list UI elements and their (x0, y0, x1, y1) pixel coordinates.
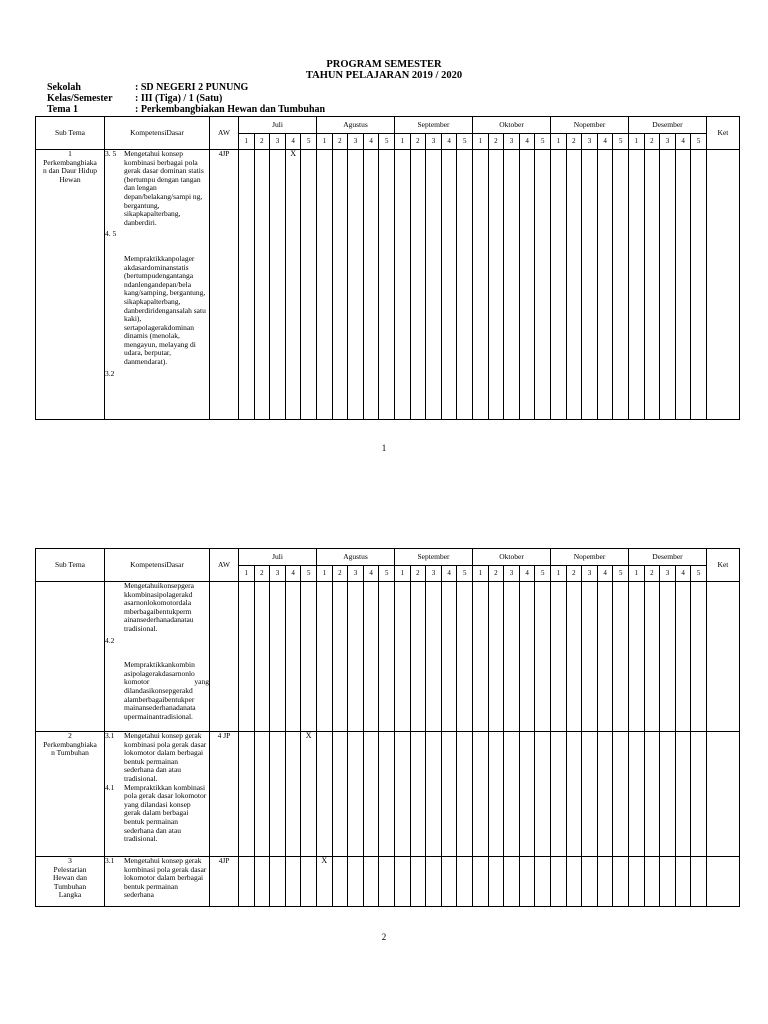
header-week-number: 3 (348, 566, 364, 582)
week-cell (395, 582, 411, 732)
week-cell (457, 732, 473, 857)
kompetensi-number (105, 255, 124, 367)
week-cell (597, 582, 613, 732)
kompetensi-item (105, 230, 209, 239)
semester-table-page-2 (35, 548, 740, 907)
header-week-number: 2 (254, 134, 270, 150)
kompetensi-text: Mengetahui konsep kombinasi berbagai pola gerak dasar dominan statis (bertumpu dengan tangan dan lengan depan/belakang/sampi ng, bergantung, sikapkapalterbang, danberdiri. (124, 149, 204, 227)
week-cell (597, 150, 613, 420)
sub-tema-cell: 2 Perkembangbiaka n Tumbuhan (36, 732, 105, 857)
week-cell (270, 732, 286, 857)
header-week-number: 5 (457, 566, 473, 582)
header-week-number: 4 (675, 566, 691, 582)
info-tema (47, 104, 325, 115)
header-aw: AW (210, 549, 239, 582)
header-week-number: 5 (301, 134, 317, 150)
aw-cell: 4JP (210, 857, 239, 907)
kompetensi-number (105, 661, 124, 721)
header-week-number: 5 (691, 566, 707, 582)
header-week-number: 4 (597, 566, 613, 582)
week-cell (457, 150, 473, 420)
week-cell (348, 857, 364, 907)
header-week-number: 1 (317, 134, 333, 150)
kompetensi-text: Mengetahui konsep gerak kombinasi pola gerak dasar lokomotor dalam berbagai bentuk permainan sederhana dan atau tradisional. (124, 731, 207, 783)
header-month: Nopember (551, 549, 629, 566)
kompetensi-text: Mengetahui konsep gerak kombinasi pola gerak dasar lokomotor dalam berbagai bentuk permainan sederhana (124, 856, 207, 900)
week-cell (691, 582, 707, 732)
kompetensi-text: Mempraktikkan kombinasi pola gerak dasar lokomotor yang dilandasi konsep gerak dalam berbagai bentuk permainan sederhana dan atau tradisional. (124, 782, 207, 844)
header-week-number: 5 (691, 134, 707, 150)
table-row (36, 857, 740, 907)
kompetensi-dasar-cell (105, 732, 210, 857)
week-cell (363, 582, 379, 732)
week-cell (254, 582, 270, 732)
week-cell (457, 857, 473, 907)
header-week-number: 1 (473, 134, 489, 150)
header-week-number: 2 (332, 134, 348, 150)
week-cell (519, 582, 535, 732)
header-week-number: 4 (519, 134, 535, 150)
week-cell (551, 732, 567, 857)
header-month: Agustus (317, 549, 395, 566)
week-cell (519, 732, 535, 857)
week-cell (535, 150, 551, 420)
week-cell (285, 582, 301, 732)
info-value: : SD NEGERI 2 PUNUNG (135, 82, 249, 93)
week-cell (254, 857, 270, 907)
header-week-number: 4 (363, 134, 379, 150)
week-cell (270, 582, 286, 732)
ket-cell (706, 582, 739, 732)
kompetensi-number: 3.1 (105, 856, 115, 865)
info-label: Tema 1 (47, 104, 79, 115)
header-week-number: 4 (441, 566, 457, 582)
header-week-number: 5 (379, 566, 395, 582)
header-month: Oktober (473, 549, 551, 566)
kompetensi-text (124, 370, 209, 379)
kompetensi-text: Mengetahuikonsepgera kkombinasipolagerakd asarnonlokomotordala mberbagaibentukperm ainansederhanadanatau tradisional. (124, 581, 194, 633)
info-kelas (47, 93, 222, 104)
header-week-number: 4 (675, 134, 691, 150)
week-cell (441, 732, 457, 857)
week-cell (239, 732, 255, 857)
week-cell (426, 150, 442, 420)
week-cell (597, 732, 613, 857)
week-cell (691, 732, 707, 857)
week-cell (317, 150, 333, 420)
kompetensi-item (105, 732, 209, 784)
week-cell (488, 732, 504, 857)
header-week-number: 5 (613, 566, 629, 582)
week-cell (239, 857, 255, 907)
header-sub-tema: Sub Tema (36, 549, 105, 582)
header-week-number: 3 (582, 566, 598, 582)
kompetensi-item (105, 661, 209, 721)
header-month: Agustus (317, 117, 395, 134)
week-cell (441, 150, 457, 420)
kompetensi-number (105, 582, 124, 634)
week-cell (504, 582, 520, 732)
header-week-number: 1 (239, 566, 255, 582)
kompetensi-number: 3. 5 (105, 149, 117, 158)
week-cell (332, 582, 348, 732)
header-week-number: 1 (551, 134, 567, 150)
header-week-number: 1 (473, 566, 489, 582)
week-cell (660, 857, 676, 907)
week-cell (566, 150, 582, 420)
header-week-number: 4 (441, 134, 457, 150)
info-value: : Perkembangbiakan Hewan dan Tumbuhan (135, 104, 326, 115)
header-week-number: 2 (410, 566, 426, 582)
week-cell (519, 857, 535, 907)
header-week-number: 2 (488, 566, 504, 582)
week-cell (363, 857, 379, 907)
week-cell (613, 150, 629, 420)
week-cell (582, 582, 598, 732)
header-week-number: 4 (597, 134, 613, 150)
week-cell (426, 857, 442, 907)
kompetensi-item (105, 857, 209, 900)
week-cell (379, 857, 395, 907)
week-cell (488, 582, 504, 732)
header-month: Nopember (551, 117, 629, 134)
table-row (36, 150, 740, 420)
header-week-number: 1 (317, 566, 333, 582)
ket-cell (706, 857, 739, 907)
kompetensi-number: 4.1 (105, 782, 115, 792)
header-week-number: 4 (285, 566, 301, 582)
week-cell (348, 582, 364, 732)
header-week-number: 3 (426, 566, 442, 582)
kompetensi-item (105, 255, 209, 367)
header-kompetensi-dasar: KompetensiDasar (105, 549, 210, 582)
week-cell (285, 732, 301, 857)
header-week-number: 2 (644, 134, 660, 150)
week-cell (488, 857, 504, 907)
week-cell (644, 150, 660, 420)
week-cell (660, 732, 676, 857)
header-week-number: 1 (395, 566, 411, 582)
week-cell (332, 150, 348, 420)
week-cell (566, 582, 582, 732)
info-sekolah (47, 82, 248, 93)
header-week-number: 2 (644, 566, 660, 582)
week-cell (535, 857, 551, 907)
header-month: Juli (239, 117, 317, 134)
week-cell (566, 857, 582, 907)
week-cell (551, 857, 567, 907)
kompetensi-item (105, 582, 209, 634)
week-cell (441, 857, 457, 907)
week-cell (473, 857, 489, 907)
week-cell (301, 150, 317, 420)
week-cell (582, 150, 598, 420)
week-cell (395, 732, 411, 857)
kompetensi-number: 3.1 (105, 731, 115, 740)
week-cell (519, 150, 535, 420)
week-cell (410, 582, 426, 732)
kompetensi-text: Mempraktikkankombin asipolagerakdasarnonlo komotor yang dilandasikonsepgerakd alamberbagaibentukper mainansederhanadanata upermainantradisional. (124, 660, 209, 721)
week-cell (629, 857, 645, 907)
info-value: : III (Tiga) / 1 (Satu) (135, 93, 223, 104)
week-cell (551, 150, 567, 420)
header-week-number: 3 (348, 134, 364, 150)
page-number: 1 (381, 443, 387, 453)
header-month: Desember (629, 549, 707, 566)
week-cell (675, 582, 691, 732)
week-cell (239, 582, 255, 732)
week-cell (473, 150, 489, 420)
aw-cell: 4 JP (210, 732, 239, 857)
header-week-number: 5 (535, 566, 551, 582)
kompetensi-item (105, 637, 209, 646)
week-cell (441, 582, 457, 732)
week-cell (348, 150, 364, 420)
ket-cell (706, 732, 739, 857)
header-week-number: 5 (535, 134, 551, 150)
week-cell (504, 857, 520, 907)
week-cell (426, 582, 442, 732)
header-sub-tema: Sub Tema (36, 117, 105, 150)
week-cell (675, 732, 691, 857)
header-week-number: 2 (566, 134, 582, 150)
week-cell (675, 150, 691, 420)
week-cell (457, 582, 473, 732)
ket-cell (706, 150, 739, 420)
sub-tema-cell: 3 Pelestarian Hewan dan Tumbuhan Langka (36, 857, 105, 907)
week-cell (504, 150, 520, 420)
kompetensi-dasar-cell (105, 857, 210, 907)
week-cell (613, 857, 629, 907)
header-week-number: 3 (504, 566, 520, 582)
header-week-number: 1 (239, 134, 255, 150)
header-week-number: 5 (457, 134, 473, 150)
week-cell (535, 582, 551, 732)
header-week-number: 2 (410, 134, 426, 150)
week-cell (239, 150, 255, 420)
week-cell (660, 150, 676, 420)
header-week-number: 4 (363, 566, 379, 582)
week-cell (566, 732, 582, 857)
week-cell (629, 732, 645, 857)
header-month: Oktober (473, 117, 551, 134)
header-week-number: 4 (519, 566, 535, 582)
header-ket: Ket (706, 549, 739, 582)
header-week-number: 3 (504, 134, 520, 150)
week-cell (691, 857, 707, 907)
week-cell (379, 732, 395, 857)
table-row (36, 582, 740, 732)
kompetensi-number: 3.2 (105, 368, 115, 378)
week-cell (410, 857, 426, 907)
header-week-number: 1 (551, 566, 567, 582)
week-cell (301, 582, 317, 732)
header-week-number: 3 (270, 134, 286, 150)
week-cell (644, 732, 660, 857)
week-cell (473, 732, 489, 857)
info-label: Sekolah (47, 82, 81, 93)
week-cell (629, 150, 645, 420)
week-mark: X (285, 150, 301, 420)
aw-cell: 4JP (210, 150, 239, 420)
week-cell (629, 582, 645, 732)
kompetensi-item (105, 150, 209, 227)
info-label: Kelas/Semester (47, 93, 113, 104)
week-cell (270, 857, 286, 907)
week-cell (613, 582, 629, 732)
week-cell (473, 582, 489, 732)
table-row (36, 732, 740, 857)
week-cell (644, 582, 660, 732)
kompetensi-text: Mempraktikkanpolager akdasardominanstatis (bertumpudengantanga ndanlengandepan/bela kang/samping, bergantung, sikapkapalterbang, danberdiridengansalah satu kaki), sertapolagerakdominan dinamis (menolak, mengayun, melayang di udara, berputar, danmendarat). (124, 253, 206, 367)
header-week-number: 3 (270, 566, 286, 582)
header-week-number: 3 (660, 566, 676, 582)
kompetensi-dasar-cell (105, 150, 210, 420)
kompetensi-item (105, 784, 209, 844)
doc-subtitle: TAHUN PELAJARAN 2019 / 2020 (305, 70, 463, 81)
header-month: Juli (239, 549, 317, 566)
header-week-number: 2 (254, 566, 270, 582)
week-cell (410, 732, 426, 857)
kompetensi-text (124, 230, 209, 239)
page-number: 2 (381, 932, 387, 942)
header-ket: Ket (706, 117, 739, 150)
week-cell (270, 150, 286, 420)
week-cell (535, 732, 551, 857)
week-cell (395, 150, 411, 420)
header-week-number: 4 (285, 134, 301, 150)
week-cell (332, 857, 348, 907)
week-cell (644, 857, 660, 907)
week-cell (332, 732, 348, 857)
header-week-number: 2 (566, 566, 582, 582)
header-week-number: 5 (301, 566, 317, 582)
header-week-number: 1 (629, 566, 645, 582)
header-aw: AW (210, 117, 239, 150)
week-cell (379, 150, 395, 420)
week-cell (285, 857, 301, 907)
kompetensi-item (105, 370, 209, 379)
week-cell (301, 857, 317, 907)
week-cell (613, 732, 629, 857)
header-week-number: 2 (488, 134, 504, 150)
week-cell (395, 857, 411, 907)
doc-title: PROGRAM SEMESTER (326, 59, 442, 70)
week-cell (504, 732, 520, 857)
week-cell (597, 857, 613, 907)
sub-tema-cell (36, 582, 105, 732)
header-week-number: 1 (395, 134, 411, 150)
header-week-number: 3 (660, 134, 676, 150)
header-week-number: 2 (332, 566, 348, 582)
header-week-number: 5 (379, 134, 395, 150)
week-mark: X (301, 732, 317, 857)
week-cell (410, 150, 426, 420)
header-week-number: 1 (629, 134, 645, 150)
week-cell (582, 732, 598, 857)
week-mark: X (317, 857, 333, 907)
kompetensi-text (124, 637, 209, 646)
week-cell (363, 732, 379, 857)
week-cell (317, 582, 333, 732)
header-week-number: 3 (426, 134, 442, 150)
header-kompetensi-dasar: KompetensiDasar (105, 117, 210, 150)
header-week-number: 3 (582, 134, 598, 150)
week-cell (488, 150, 504, 420)
header-month: Desember (629, 117, 707, 134)
week-cell (691, 150, 707, 420)
week-cell (551, 582, 567, 732)
week-cell (379, 582, 395, 732)
header-month: September (395, 117, 473, 134)
aw-cell (210, 582, 239, 732)
kompetensi-dasar-cell (105, 582, 210, 732)
week-cell (317, 732, 333, 857)
week-cell (254, 150, 270, 420)
sub-tema-cell: 1 Perkembangbiaka n dan Daur Hidup Hewan (36, 150, 105, 420)
header-month: September (395, 549, 473, 566)
week-cell (363, 150, 379, 420)
week-cell (660, 582, 676, 732)
kompetensi-number: 4. 5 (105, 229, 117, 239)
semester-table-page-1 (35, 116, 740, 420)
week-cell (582, 857, 598, 907)
week-cell (426, 732, 442, 857)
header-week-number: 5 (613, 134, 629, 150)
week-cell (254, 732, 270, 857)
week-cell (348, 732, 364, 857)
week-cell (675, 857, 691, 907)
kompetensi-number: 4.2 (105, 635, 115, 645)
